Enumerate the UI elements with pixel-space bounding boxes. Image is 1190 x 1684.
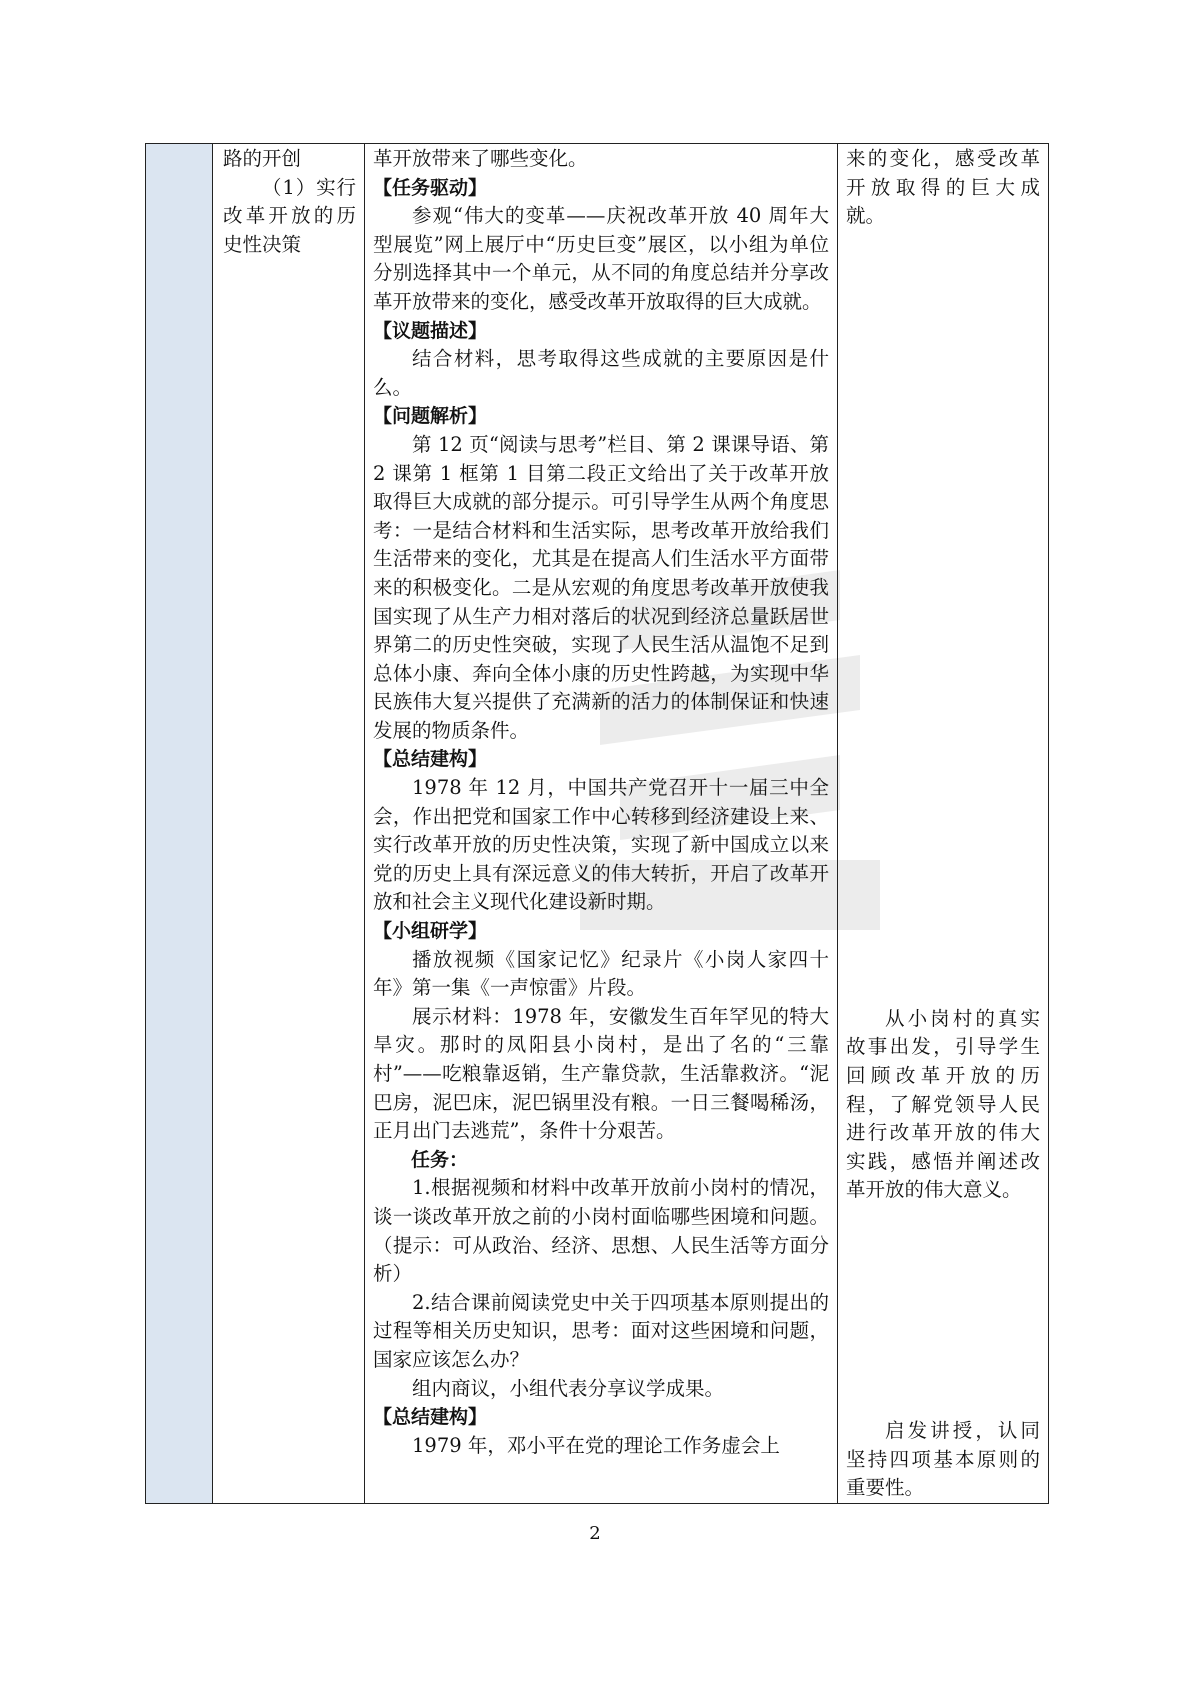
intent-paragraph-3: 启发讲授，认同坚持四项基本原则的重要性。 (846, 1418, 1040, 1500)
intent-cell (838, 144, 1049, 1504)
activity-paragraph: 组内商议，小组代表分享议学成果。 (412, 1376, 725, 1400)
intent-paragraph-1: 来的变化，感受改革开放取得的巨大成就。 (846, 147, 1040, 228)
blank-shaded-cell (146, 144, 213, 1504)
activity-paragraph: 1979 年，邓小平在党的理论工作务虚会上 (412, 1433, 780, 1457)
page-number: 2 (589, 1523, 601, 1544)
activity-paragraph: 展示材料：1978 年，安徽发生百年罕见的特大旱灾。那时的凤阳县小岗村，是出了名的“三靠村”——吃粮靠返销，生产靠贷款，生活靠救济。“泥巴房，泥巴床，泥巴锅里没有粮。一日三餐喝稀汤，正月出门去逃荒”，条件十分艰苦。 (373, 1004, 829, 1143)
activity-paragraph: 参观“伟大的变革——庆祝改革开放 40 周年大型展览”网上展厅中“历史巨变”展区，以小组为单位分别选择其中一个单元，从不同的角度总结并分享改革开放带来的变化，感受改革开放取得的巨大成就。 (373, 204, 829, 313)
section-cell (213, 144, 365, 1504)
section-line-2: （1）实行改革开放的历史性决策 (223, 175, 356, 256)
activity-paragraph: 2.结合课前阅读党史中关于四项基本原则提出的过程等相关历史知识，思考：面对这些困境和问题，国家应该怎么办？ (373, 1290, 829, 1371)
activity-paragraph: 播放视频《国家记忆》纪录片《小岗人家四十年》第一集《一声惊雷》片段。 (373, 947, 829, 1000)
section-heading: 【小组研学】 (373, 920, 488, 943)
activity-paragraph: 1.根据视频和材料中改革开放前小岗村的情况，谈一谈改革开放之前的小岗村面临哪些困境和问题。（提示：可从政治、经济、思想、人民生活等方面分析） (373, 1176, 829, 1286)
section-heading: 【总结建构】 (373, 1406, 488, 1429)
activity-content (373, 145, 829, 1460)
section-heading: 【议题描述】 (373, 319, 488, 342)
activity-paragraph: 第 12 页“阅读与思考”栏目、第 2 课课导语、第 2 课第 1 框第 1 目第二段正文给出了关于改革开放取得巨大成就的部分提示。可引导学生从两个角度思考：一是结合材料和生活实际，思考改革开放给我们生活带来的变化，尤其是在提高人们生活水平方面带来的积极变化。二是从宏观的角度思考改革开放使我国实现了从生产力相对落后的状况到经济总量跃居世界第二的历史性突破，实现了人民生活从温饱不足到总体小康、奔向全体小康的历史性跨越，为实现中华民族伟大复兴提供了充满新的活力的体制保证和快速发展的物质条件。 (373, 432, 829, 742)
table-row (146, 144, 1049, 1504)
activity-paragraph: 1978 年 12 月，中国共产党召开十一届三中全会，作出把党和国家工作中心转移到经济建设上来、实行改革开放的历史性决策，实现了新中国成立以来党的历史上具有深远意义的伟大转折，开启了改革开放和社会主义现代化建设新时期。 (373, 776, 829, 914)
section-line-1: 路的开创 (223, 147, 302, 170)
section-heading: 【问题解析】 (373, 405, 488, 428)
task-label: 任务： (411, 1148, 469, 1171)
section-heading: 【总结建构】 (373, 748, 488, 771)
section-heading: 【任务驱动】 (373, 176, 488, 199)
activity-cell (365, 144, 838, 1504)
activity-paragraph: 结合材料，思考取得这些成就的主要原因是什么。 (373, 347, 829, 399)
activity-paragraph: 革开放带来了哪些变化。 (373, 147, 588, 170)
lesson-plan-table (145, 143, 1049, 1504)
intent-paragraph-2: 从小岗村的真实故事出发，引导学生回顾改革开放的历程，了解党领导人民进行改革开放的伟大实践，感悟并阐述改革开放的伟大意义。 (846, 1006, 1040, 1202)
